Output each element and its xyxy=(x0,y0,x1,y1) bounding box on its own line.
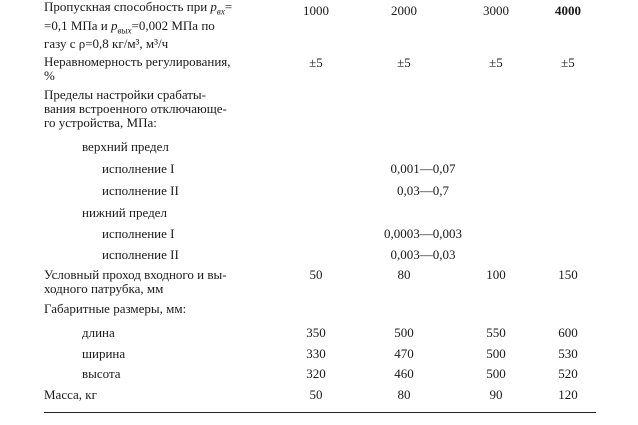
width-value-4: 530 xyxy=(558,346,578,361)
dimensions-label: Габаритные размеры, мм: xyxy=(44,301,187,316)
mass-value-3: 90 xyxy=(489,387,503,402)
throughput-label-line3: газу с ρ=0,8 кг/м³, м³/ч xyxy=(44,36,169,52)
mass-value-4: 120 xyxy=(558,387,578,402)
nominal-bore-value-4: 150 xyxy=(558,267,578,282)
width-value-2: 470 xyxy=(394,346,414,361)
width-value-3: 500 xyxy=(486,346,506,361)
upper-exec1-value: 0,001—0,07 xyxy=(390,161,456,176)
height-label: высота xyxy=(82,366,121,381)
nominal-bore-value-1: 50 xyxy=(309,267,323,282)
upper-exec2-label: исполнение II xyxy=(102,183,179,198)
width-value-1: 330 xyxy=(306,346,326,361)
nominal-bore-label-line2: ходного патрубка, мм xyxy=(44,281,164,296)
irregularity-value-2: ±5 xyxy=(397,55,411,70)
limits-label-line3: го устройства, МПа: xyxy=(44,115,157,130)
height-value-2: 460 xyxy=(394,366,414,381)
length-label: длина xyxy=(82,325,115,340)
height-value-3: 500 xyxy=(486,366,506,381)
nominal-bore-value-3: 100 xyxy=(486,267,506,282)
limits-label-line2: вания встроенного отключающе- xyxy=(44,101,227,116)
throughput-label-line2: =0,1 МПа и $p_{вых}=0,002$ МПа по xyxy=(44,17,215,36)
lower-exec1-label: исполнение I xyxy=(102,226,175,241)
lower-exec1-value: 0,0003—0,003 xyxy=(384,226,462,241)
throughput-value-1: 1000 xyxy=(303,3,329,18)
irregularity-label-line2: % xyxy=(44,68,55,83)
throughput-label-line1: Пропускная способность при $p_{вх}=$ xyxy=(44,0,233,17)
throughput-value-3: 3000 xyxy=(483,3,509,18)
length-value-2: 500 xyxy=(394,325,414,340)
irregularity-value-3: ±5 xyxy=(489,55,503,70)
lower-exec2-label: исполнение II xyxy=(102,247,179,262)
limits-label xyxy=(44,88,276,130)
irregularity-value-1: ±5 xyxy=(309,55,323,70)
throughput-value-4: 4000 xyxy=(555,3,581,18)
throughput-value-2: 2000 xyxy=(391,3,417,18)
length-value-1: 350 xyxy=(306,325,326,340)
upper-exec2-value: 0,03—0,7 xyxy=(397,183,449,198)
upper-exec1-label: исполнение I xyxy=(102,161,175,176)
irregularity-label-line1: Неравномерность регулирования, xyxy=(44,54,231,69)
nominal-bore-value-2: 80 xyxy=(397,267,411,282)
length-value-3: 550 xyxy=(486,325,506,340)
mass-value-1: 50 xyxy=(309,387,323,402)
table-bottom-rule xyxy=(44,412,596,413)
mass-label: Масса, кг xyxy=(44,387,97,402)
lower-exec2-value: 0,003—0,03 xyxy=(390,247,456,262)
upper-limit-label: верхний предел xyxy=(82,139,169,154)
irregularity-value-4: ±5 xyxy=(561,55,575,70)
mass-value-2: 80 xyxy=(397,387,411,402)
height-value-4: 520 xyxy=(558,366,578,381)
nominal-bore-label xyxy=(44,268,276,296)
nominal-bore-label-line1: Условный проход входного и вы- xyxy=(44,267,227,282)
width-label: ширина xyxy=(82,346,126,361)
limits-label-line1: Пределы настройки срабаты- xyxy=(44,87,206,102)
length-value-4: 600 xyxy=(558,325,578,340)
irregularity-label xyxy=(44,55,276,83)
lower-limit-label: нижний предел xyxy=(82,205,167,220)
height-value-1: 320 xyxy=(306,366,326,381)
throughput-label xyxy=(44,0,276,51)
